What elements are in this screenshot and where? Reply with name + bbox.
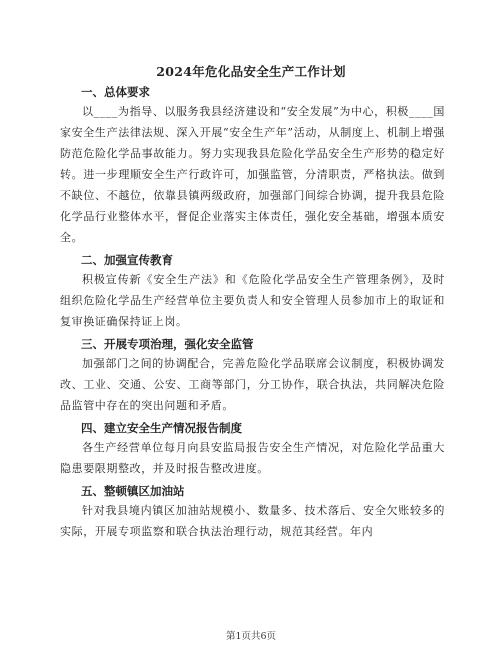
section-paragraph: 针对我县境内镇区加油站规模小、数量多、技术落后、安全欠账较多的实际，开展专项监察和联合执法治理行动，规范其经营。年内 — [60, 504, 445, 538]
section-heading: 二、加强宣传教育 — [81, 253, 173, 267]
section-gas-station-rectification — [60, 482, 445, 542]
section-paragraph: 各生产经营单位每月向县安监局报告安全生产情况，对危险化学品重大隐患要限期整改，并及时报告整改进度。 — [60, 441, 445, 475]
page-number: 第1页共6页 — [225, 631, 277, 642]
section-paragraph: 积极宣传新《安全生产法》和《危险化学品安全生产管理条例》，及时组织危险化学品生产经营单位主要负责人和安全管理人员参加市上的取证和复审换证确保持证上岗。 — [60, 273, 445, 328]
section-paragraph: 以____为指导、以服务我县经济建设和“安全发展”为中心，积极____国家安全生产法律法规、深入开展“安全生产年”活动，从制度上、机制上增强防范危险化学品事故能力。努力实现我县危险化学品安全生产形势的稳定好转。进一步理顺安全生产行政许可，加强监管，分清职责，严格执法。做到不缺位、不越位，依靠县镇两级政府，加强部门间综合协调，提升我县危险化学品行业整体水平，督促企业落实主体责任，强化安全基础，增强本质安全。 — [60, 105, 445, 244]
section-reporting-system — [60, 419, 445, 479]
section-publicity-education — [60, 251, 445, 332]
section-heading: 一、总体要求 — [81, 85, 150, 99]
document-body — [60, 80, 445, 542]
section-heading: 五、整顿镇区加油站 — [81, 484, 185, 498]
document-title: 2024年危化品安全生产工作计划 — [156, 64, 346, 79]
section-special-governance — [60, 335, 445, 416]
section-overall-requirements — [60, 83, 445, 248]
section-paragraph: 加强部门之间的协调配合，完善危险化学品联席会议制度，积极协调发改、工业、交通、公安、工商等部门，分工协作，联合执法，共同解决危险品监管中存在的突出问题和矛盾。 — [60, 357, 445, 412]
section-heading: 三、开展专项治理，强化安全监管 — [81, 337, 254, 351]
section-heading: 四、建立安全生产情况报告制度 — [81, 421, 242, 435]
